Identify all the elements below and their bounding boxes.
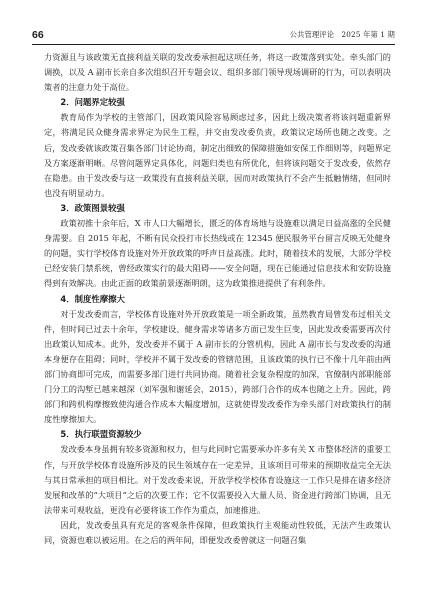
paragraph <box>44 307 391 428</box>
running-head: 公共管理评论 2025 年第 1 期 <box>289 30 395 39</box>
text-line: 发布过相关文件，但时间已过去十余年，学校建设、健身需求等诸多方面已发生巨 <box>44 308 391 334</box>
text-line: 管机构，因此 A 副市长与发改委的沟通本身便存在阻碍；同时，学校并不属于发改委 <box>44 338 391 364</box>
text-line: 门进行共同协商。随着社会复杂程度的加深，官僚制内部职能部门分工的沟堑已越 <box>44 368 391 395</box>
text-line: 政策初推十余年后，X 市人口大幅增长，匮乏的体育场地与设施难以满足日益高 <box>60 218 350 229</box>
paragraph <box>44 216 391 291</box>
text-line: 问题重新界定，将满足民众健身需求界定为民生工程，并交由发改委负责，政策议定 <box>44 112 391 138</box>
page-number: 66 <box>32 29 44 41</box>
text-line: 平台留言反映无处健身的问题，实行学校体育设施对外开放政策的呼声日益高涨。 <box>44 233 391 259</box>
section-heading <box>44 292 391 307</box>
text-line: 5．执行联盟资源较少 <box>60 429 142 440</box>
section-heading <box>44 95 391 110</box>
text-line: 类也有所优化，但将该问题交于发改委，依然存在隐患。由于发改委与这一政策没 <box>44 157 391 183</box>
text-line: 涨的全民健身需要。自 2015 年起，不断有民众投打市长热线或在 12345 便民服务 <box>44 218 391 244</box>
text-line: 场所也随之改变。之后，发改委就该政策召集各部门讨论协商，制定出细致的保障 <box>44 127 391 153</box>
text-line: 3．政策图景较强 <box>60 202 125 213</box>
text-line: 措施如安保工作细则等，问题界定及方案逐渐明晰。尽管问题界定具体化，问题归 <box>44 142 391 168</box>
text-line: 现场调研的行为，可以表明决策者的注意力处于高位。 <box>44 67 391 93</box>
section-heading <box>44 201 391 216</box>
text-line: 不仅需要投入大量人员、资金进行跨部门协调，且无法带来可观收益，更没有必要将 <box>44 489 391 515</box>
paragraph <box>44 518 391 548</box>
text-line: 该工作作为重点，加速推进。 <box>158 504 266 515</box>
text-line: 的管辖范围，且该政策的执行已不像十几年前由两部门协商即可完成，而需要多部 <box>44 353 391 379</box>
text-line: 教育局作为学校的主管部门，因政策风险容易顾虑过多，因此上级决策者将该 <box>60 112 349 123</box>
text-line: 策前景逐渐明朗，这为政策推进提供了有利条件。 <box>150 278 331 289</box>
text-line: 4．制度性摩擦大 <box>60 293 125 304</box>
text-line: 对于发改委而言，学校体育设施对外开放政策是一项全新政策，虽然教育局曾 <box>60 308 342 319</box>
text-line: 的制度性摩擦加大。 <box>44 399 391 425</box>
section-heading <box>44 427 391 442</box>
text-line: 变，因此发改委需要再次付出政策认知成本。此外，发改委并不属于 A 副市长的分 <box>44 323 391 349</box>
page-header <box>32 0 395 45</box>
paragraph <box>44 50 391 95</box>
text-line: 因此，发改委虽具有充足的客观条件保障，但政策执行主观能动性较低，无法产 <box>60 519 358 530</box>
text-line: 碍——安全问题，现在已能通过信息技术和安防设施得到有效解决。由此正面的政 <box>44 263 391 289</box>
paragraph <box>44 110 391 201</box>
article-body <box>44 50 391 548</box>
text-line: 处。牵头部门的调换，以及 A 副市长亲自多次组织召开专题会议、组织多部门领导 <box>44 52 391 78</box>
text-line: 2．问题界定较强 <box>60 97 125 108</box>
text-line: 生政策认同，资源也难以被运用。在之后的两年间，即便发改委曾就这一问题召集 <box>44 519 391 545</box>
text-line: 可带来的预期收益完全无法与其日常承担的项目相比。对于发改委来说，开放学校 <box>44 459 391 485</box>
paragraph <box>44 442 391 517</box>
text-line: 机构摩擦致使沟通合作成本大幅度增加，这就使得发改委作为牵头部门对政策执行 <box>77 399 375 410</box>
text-line: 发改委本身虽拥有较多资源和权力，但与此同时它需要承办许多有关 X 市整体 <box>60 444 342 455</box>
text-line: 经济的重要工作，与开放学校体育设施所涉及的民生领域存在一定差异，且该项目 <box>44 444 391 470</box>
text-line: 学校体育设施这一工作只是排在诸多经济发展和改革的“大项目”之后的次要工作；它 <box>44 474 391 500</box>
text-line: 此时，随着技术的发展，大部分学校已经安装门禁系统，曾经政策实行的最大阻 <box>44 248 391 274</box>
text-line: 来越深（刘军强和谢延会，2015），跨部门合作的成本也随之上升。因此，跨部门和跨 <box>44 384 391 410</box>
text-line: 有直接利益关联，因而对政策执行不会产生抵触情绪，但同时也没有明显动力。 <box>44 172 391 198</box>
text-line: 力资源且与该政策无直接利益关联的发改委承担起这项任务，将这一政策落到实 <box>44 52 334 62</box>
